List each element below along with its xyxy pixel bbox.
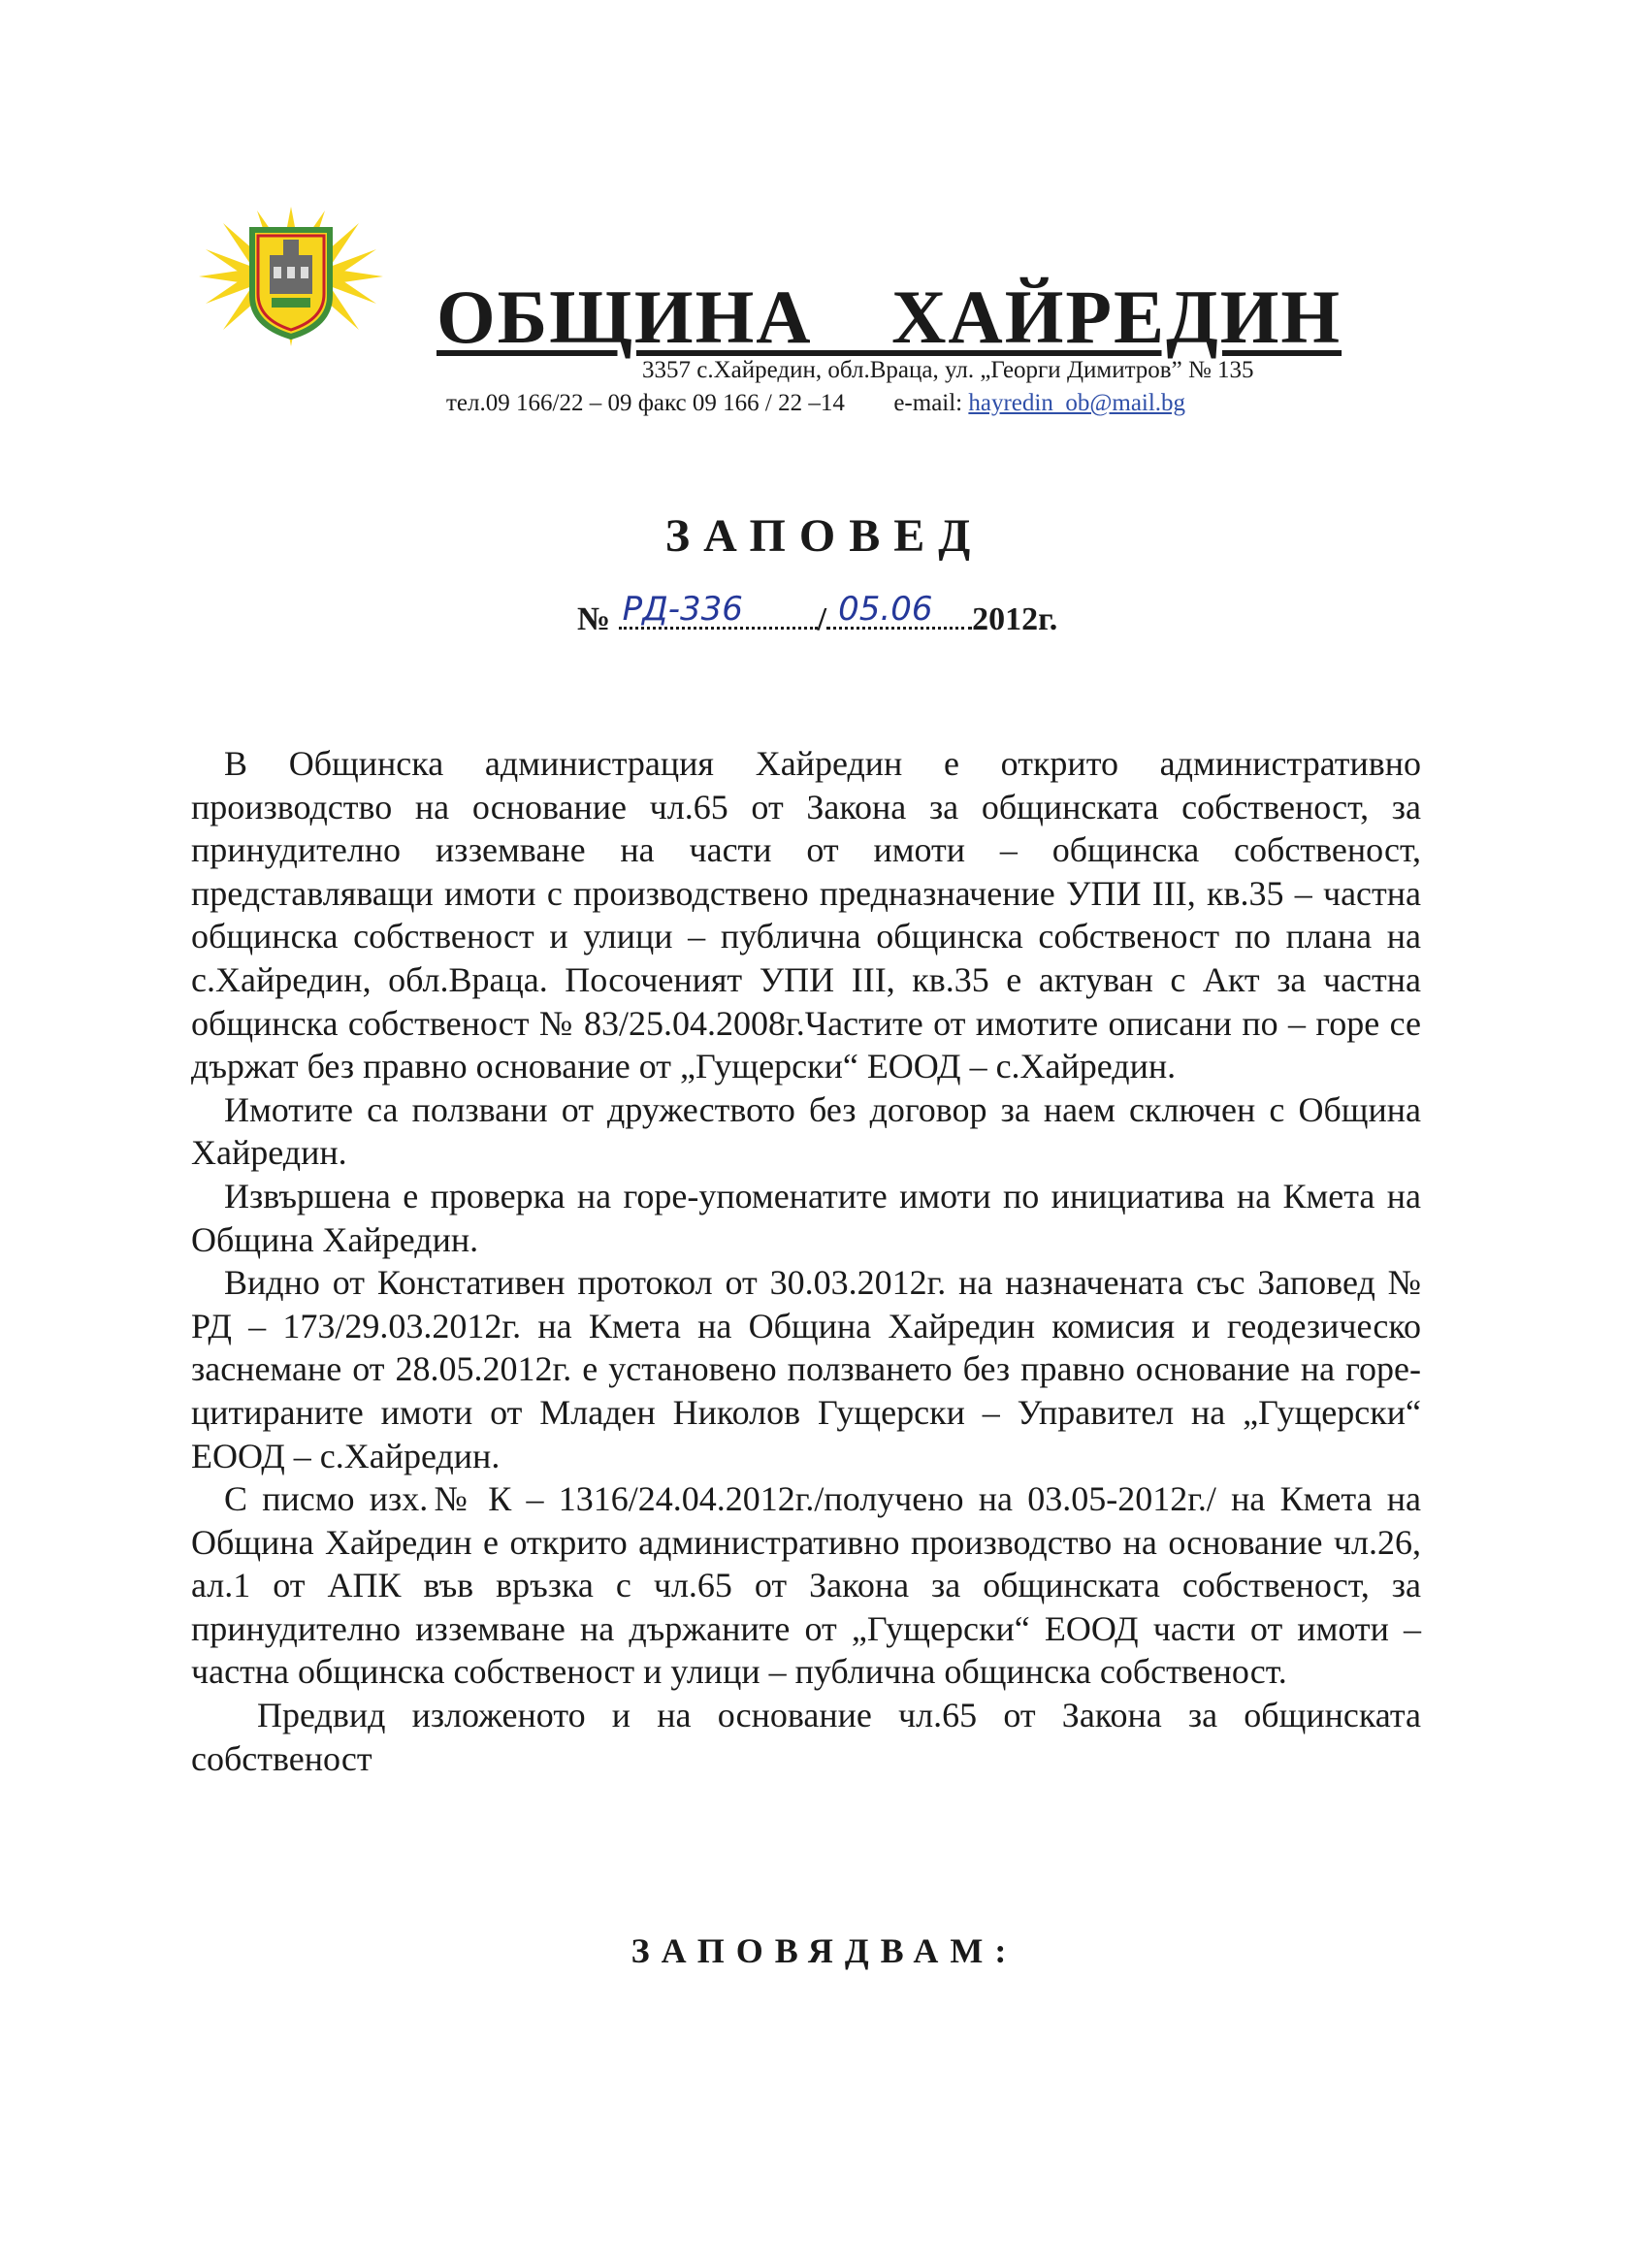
number-prefix: №	[577, 601, 611, 637]
org-name: ОБЩИНА ХАЙРЕДИН	[436, 275, 1342, 359]
document-title: ЗАПОВЕД	[664, 510, 985, 562]
letterhead	[194, 204, 1342, 427]
number-field	[619, 590, 818, 630]
paragraph: В Общинска администрация Хайредин е открито административно производство на основание чл.65 от Закона за общинската собственост, за принудително изземване на части от имоти – общинска собственост, представляващи имоти с производствено предназначение УПИ III, кв.35 – частна общинска собственост и улици – публична общинска собственост по плана на с.Хайредин, обл.Враца. Посоченият УПИ III, кв.35 е актуван с Акт за частна общинска собственост № 83/25.04.2008г.Частите от имотите описани по – горе се държат без правно основание от „Гущерски“ ЕООД – с.Хайредин.	[191, 744, 1421, 1086]
number-separator: /	[817, 601, 827, 637]
paragraph: Видно от Констативен протокол от 30.03.2012г. на назначената със Заповед № РД – 173/29.03.2012г. на Кмета на Община Хайредин комисия и геодезическо заснемане от 28.05.2012г. е установено ползването без правно основание на горе-цитираните имоти от Младен Николов Гущерски – Управител на „Гущерски“ ЕООД – с.Хайредин.	[191, 1263, 1421, 1475]
org-address: 3357 с.Хайредин, обл.Враца, ул. „Георги Димитров” № 135	[642, 357, 1254, 383]
date-field	[826, 590, 972, 630]
org-phone: тел.09 166/22 – 09	[446, 390, 632, 416]
org-contacts	[446, 390, 1185, 417]
number-suffix: 2012г.	[972, 601, 1058, 637]
municipal-coat-of-arms-icon	[194, 204, 388, 349]
document-body	[191, 742, 1421, 1780]
handwritten-number: РД-336	[622, 590, 743, 629]
email-link[interactable]: hayredin_ob@mail.bg	[968, 390, 1186, 416]
paragraph: Предвид изложеното и на основание чл.65 от Закона за общинската собственост	[191, 1696, 1421, 1778]
paragraph: Извършена е проверка на горе-упоменатите имоти по инициатива на Кмета на Община Хайредин.	[191, 1176, 1421, 1259]
document-number	[577, 590, 1058, 638]
order-heading: ЗАПОВЯДВАМ:	[630, 1931, 1018, 1970]
handwritten-date: 05.06	[838, 590, 933, 629]
paragraph: Имотите са ползвани от дружеството без договор за наем сключен с Община Хайредин.	[191, 1089, 1421, 1173]
email-label: e-mail:	[893, 390, 963, 416]
paragraph: С писмо изх.№ К – 1316/24.04.2012г./получено на 03.05-2012г./ на Кмета на Община Хайредин е открито административно производство на основание чл.26, ал.1 от АПК във връзка с чл.65 от Закона за общинската собственост, за принудително изземване на държаните от „Гущерски“ ЕООД части от имоти – частна общинска собственост и улици – публична общинска собственост.	[191, 1479, 1421, 1692]
org-fax: факс 09 166 / 22 –14	[637, 390, 845, 416]
